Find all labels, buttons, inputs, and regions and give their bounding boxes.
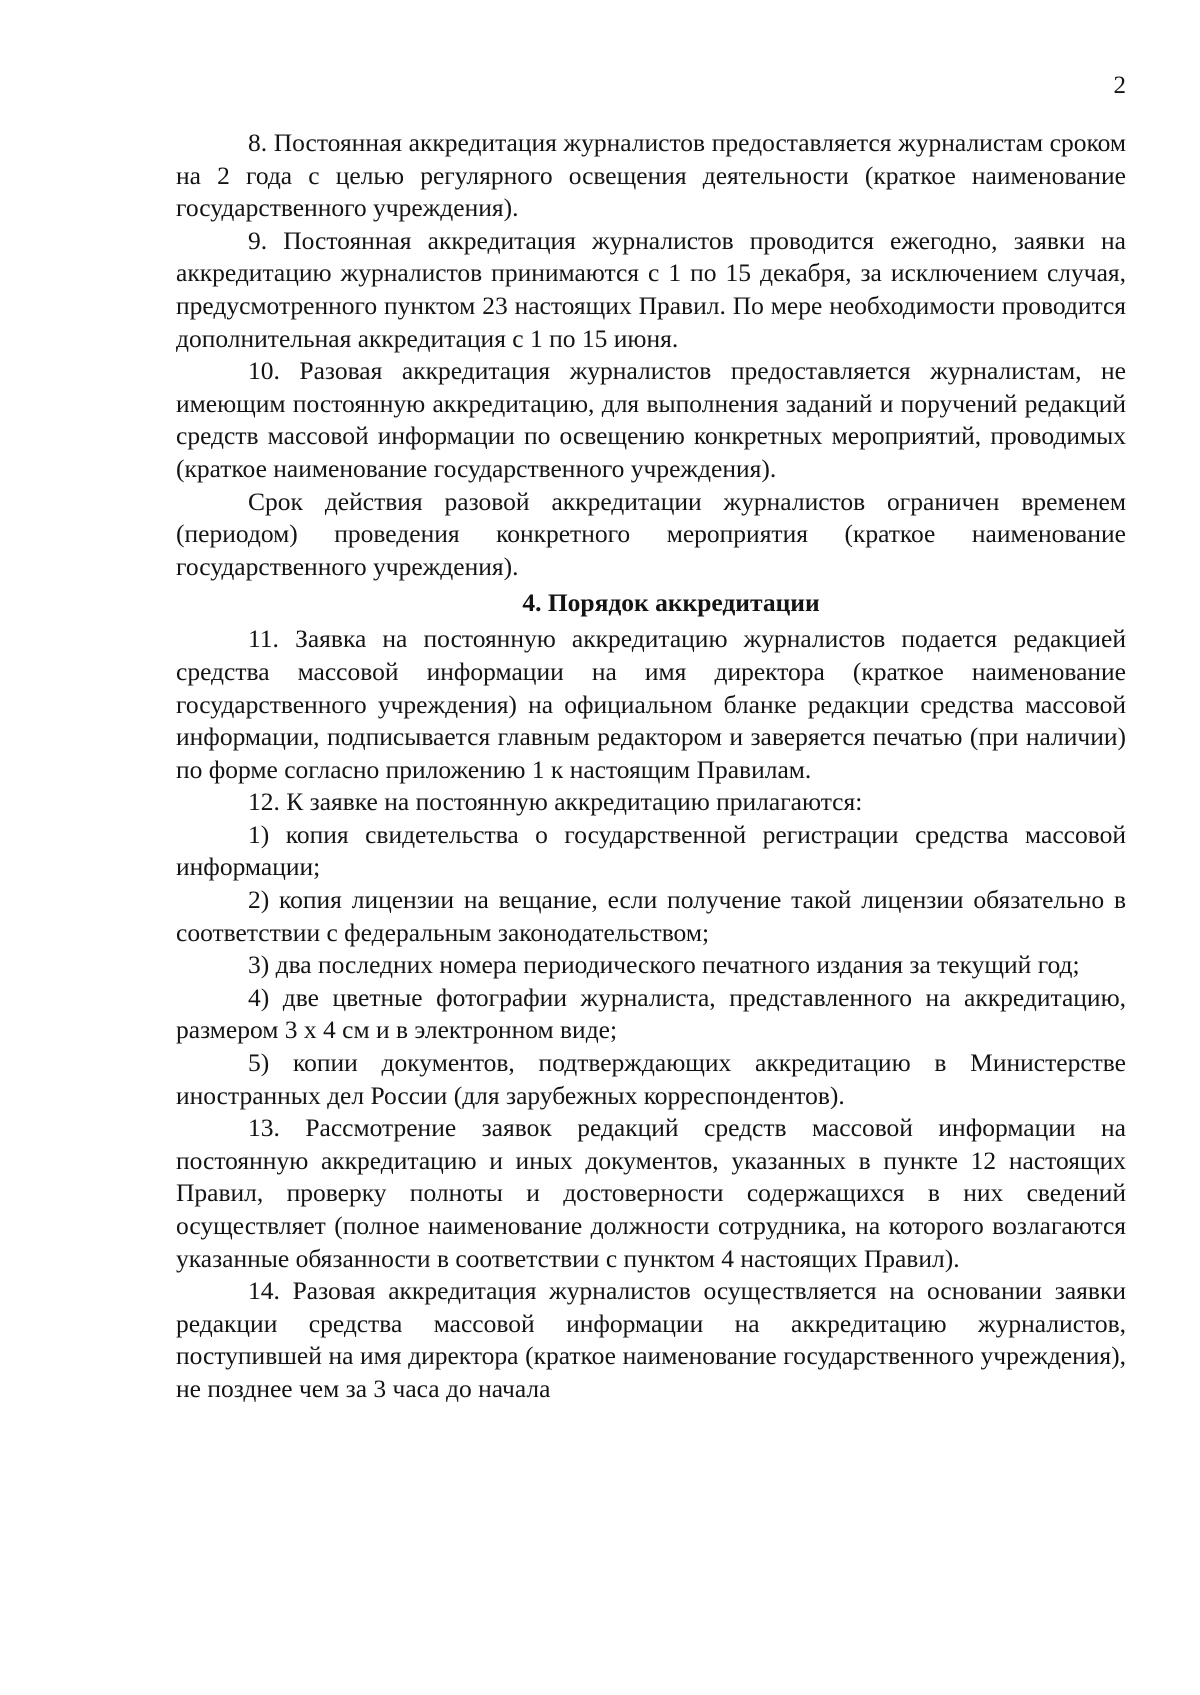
paragraph-8: 8. Постоянная аккредитация журналистов предоставляется журналистам сроком на 2 года с целью регулярного освещения деятельности (краткое наименование государственного учреждения).	[176, 128, 1126, 223]
page-number: 2	[1113, 72, 1126, 99]
list-item-2: 2) копия лицензии на вещание, если получение такой лицензии обязательно в соответствии с федеральным законодательством;	[176, 885, 1126, 947]
list-item-4: 4) две цветные фотографии журналиста, представленного на аккредитацию, размером 3 х 4 см и в электронном виде;	[176, 982, 1126, 1045]
document-body	[176, 127, 1126, 1406]
paragraph-10: 10. Разовая аккредитация журналистов предоставляется журналистам, не имеющим постоянную аккредитацию, для выполнения заданий и поручений редакций средств массовой информации по освещению конкретных мероприятий, проводимых (краткое наименование государственного учреждения).	[176, 356, 1126, 483]
paragraph-11: 11. Заявка на постоянную аккредитацию журналистов подается редакцией средства массовой информации на имя директора (краткое наименование государственного учреждения) на официальном бланке редакции средства массовой информации, подписывается главным редактором и заверяется печатью (при наличии) по форме согласно приложению 1 к настоящим Правилам.	[176, 624, 1126, 784]
list-item-1: 1) копия свидетельства о государственной регистрации средства массовой информации;	[176, 819, 1126, 882]
paragraph-9: 9. Постоянная аккредитация журналистов проводится ежегодно, заявки на аккредитацию журналистов принимаются с 1 по 15 декабря, за исключением случая, предусмотренного пунктом 23 настоящих Правил. По мере необходимости проводится дополнительная аккредитация с 1 по 15 июня.	[176, 225, 1126, 353]
paragraph-14: 14. Разовая аккредитация журналистов осуществляется на основании заявки редакции средства массовой информации на аккредитацию журналистов, поступившей на имя директора (краткое наименование государственного учреждения), не позднее чем за 3 часа до начала	[176, 1276, 1126, 1403]
paragraph-10-term: Срок действия разовой аккредитации журналистов ограничен временем (периодом) проведения конкретного мероприятия (краткое наименование государственного учреждения).	[176, 486, 1126, 581]
paragraph-12: 12. К заявке на постоянную аккредитацию прилагаются:	[248, 787, 863, 817]
paragraph-13: 13. Рассмотрение заявок редакций средств массовой информации на постоянную аккредитацию и иных документов, указанных в пункте 12 настоящих Правил, проверку полноты и достоверности содержащихся в них сведений осуществляет (полное наименование должности сотрудника, на которого возлагаются указанные обязанности в соответствии с пунктом 4 настоящих Правил).	[176, 1113, 1126, 1273]
list-item-3: 3) два последних номера периодического печатного издания за текущий год;	[248, 950, 1080, 980]
list-item-5: 5) копии документов, подтверждающих аккредитацию в Министерстве иностранных дел России (для зарубежных корреспондентов).	[176, 1048, 1126, 1110]
section-heading: 4. Порядок аккредитации	[522, 588, 820, 618]
